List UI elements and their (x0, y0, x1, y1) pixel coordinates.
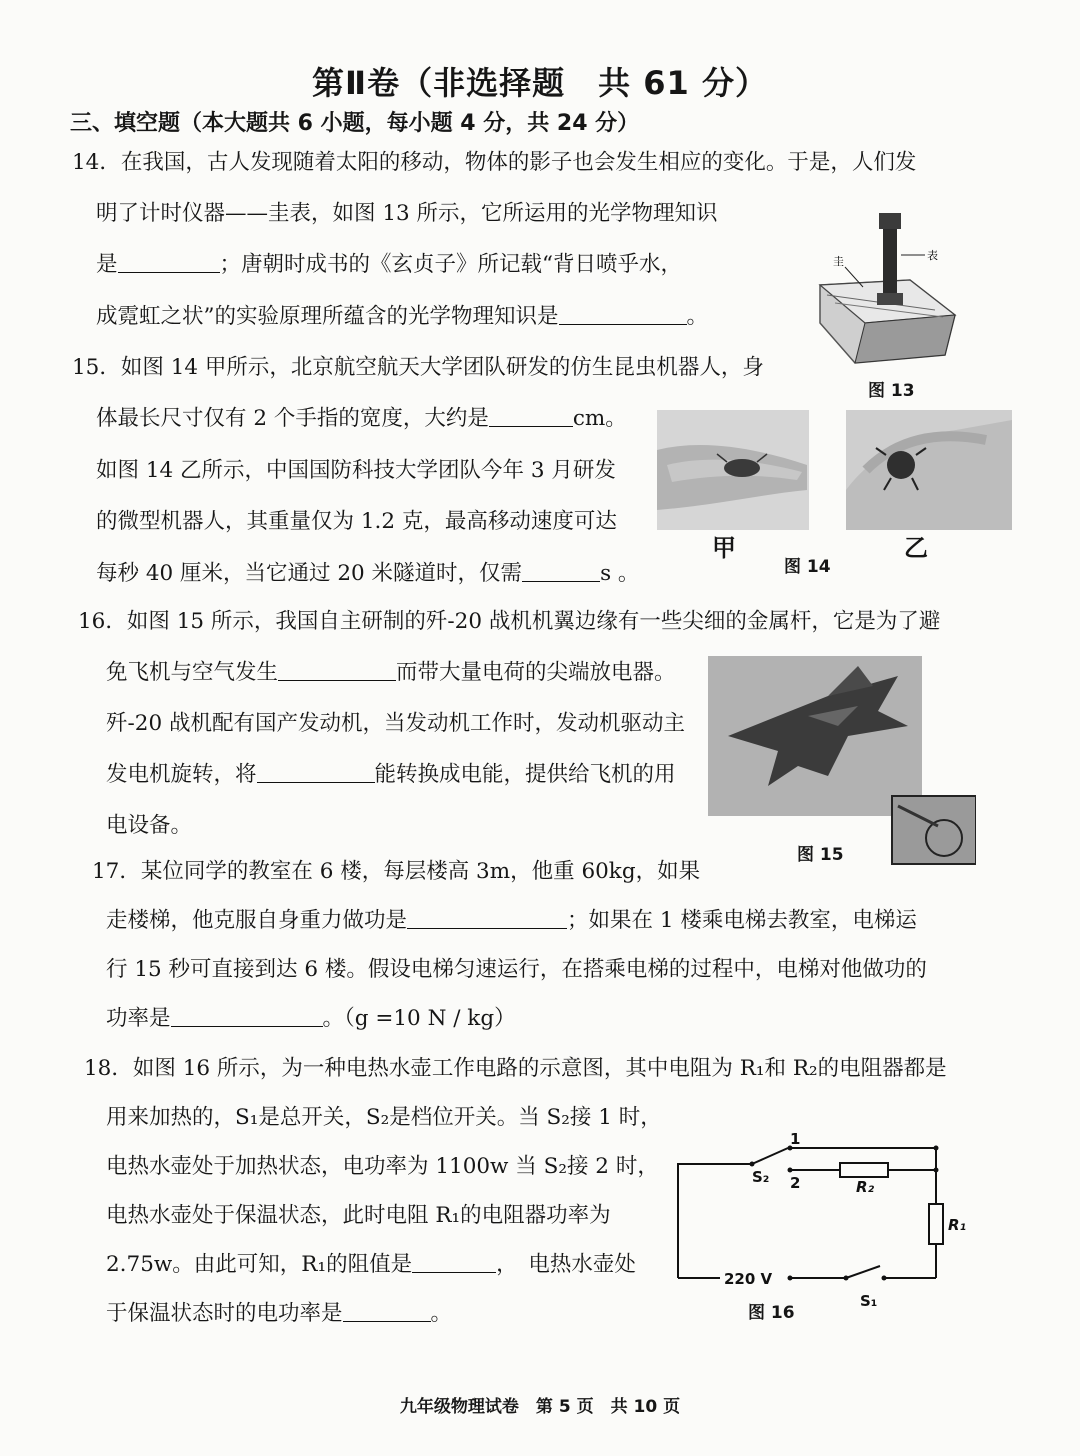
q16-line-4-end: 能转换成电能，提供给飞机的用 (374, 762, 676, 787)
q16-line-3: 歼-20 战机配有国产发动机，当发动机工作时，发动机驱动主 (106, 711, 685, 736)
q18-line-5 (106, 1250, 636, 1280)
q15-line-3: 如图 14 乙所示，中国国防科技大学团队今年 3 月研发 (96, 458, 616, 483)
q15-line-2-end: cm。 (572, 406, 627, 431)
figure-15-fighter-photo (708, 656, 976, 866)
circuit-label-r1: R₁ (948, 1216, 967, 1234)
q18-line-4: 电热水壶处于保温状态，此时电阻 R₁的电阻器功率为 (106, 1203, 611, 1228)
circuit-label-s2: S₂ (752, 1168, 770, 1186)
q14-answer-blank-2[interactable] (559, 304, 687, 325)
q15-answer-blank-1[interactable] (489, 406, 573, 427)
q18-line-2: 用来加热的，S₁是总开关，S₂是档位开关。当 S₂接 1 时， (106, 1105, 662, 1130)
q17-line-4 (106, 1004, 516, 1034)
circuit-terminal-1: 1 (790, 1130, 801, 1148)
q18-line-6-end: 。 (430, 1301, 453, 1326)
q17-line-4-end: 。（g =10 N / kg） (322, 1006, 516, 1031)
figure-15-caption: 图 15 (797, 845, 844, 865)
q14-answer-blank-1[interactable] (118, 252, 220, 273)
q16-line-2 (106, 658, 676, 688)
q16-line-4-start: 发电机旋转，将 (106, 762, 257, 787)
q14-line-1: 14．在我国，古人发现随着太阳的移动，物体的影子也会发生相应的变化。于是，人们发 (72, 150, 917, 175)
figure-14-photo-jia (657, 410, 809, 530)
q14-line-4-start: 成霓虹之状”的实验原理所蕴含的光学物理知识是 (96, 304, 559, 329)
q16-line-2-end: 而带大量电荷的尖端放电器。 (396, 660, 676, 685)
section-heading: 三、填空题（本大题共 6 小题，每小题 4 分，共 24 分） (70, 111, 640, 136)
figure-16-caption: 图 16 (748, 1303, 795, 1323)
q16-line-5: 电设备。 (106, 813, 193, 838)
q15-line-5-end: s 。 (600, 561, 640, 586)
figure-13-label-gui: 圭 (833, 255, 844, 268)
figure-14-label-yi: 乙 (904, 534, 928, 562)
q16-answer-blank-1[interactable] (278, 660, 396, 681)
q18-answer-blank-2[interactable] (343, 1301, 431, 1322)
q15-answer-blank-2[interactable] (522, 561, 600, 582)
q16-line-2-start: 免飞机与空气发生 (106, 660, 279, 685)
q14-line-4-end: 。 (686, 304, 709, 329)
q15-line-5 (96, 559, 639, 589)
figure-13-label-biao: 表 (927, 249, 938, 262)
q16-answer-blank-2[interactable] (257, 762, 375, 783)
q16-line-4 (106, 760, 676, 790)
circuit-terminal-2: 2 (790, 1174, 801, 1192)
q18-line-5-start: 2.75w。由此可知，R₁的阻值是 (106, 1252, 413, 1277)
q15-line-2 (96, 404, 627, 434)
q14-line-3-start: 是 (96, 252, 118, 277)
q18-line-5-end: ， 电热水壶处 (496, 1252, 636, 1277)
q17-line-3: 行 15 秒可直接到达 6 楼。假设电梯匀速运行，在搭乘电梯的过程中，电梯对他做功的 (106, 957, 927, 982)
page-footer: 九年级物理试卷 第 5 页 共 10 页 (399, 1397, 681, 1417)
figure-14-caption: 图 14 (784, 557, 831, 577)
figure-14-photo-yi (846, 410, 1012, 530)
circuit-label-voltage: 220 V (724, 1270, 773, 1288)
figure-14-label-jia: 甲 (712, 534, 736, 562)
q14-line-3 (96, 250, 682, 280)
page-title: 第Ⅱ卷（非选择题 共 61 分） (312, 64, 768, 102)
q14-line-3-end: ；唐朝时成书的《玄贞子》所记载“背日喷乎水， (219, 252, 683, 277)
q18-line-6 (106, 1299, 452, 1329)
q17-line-1: 17．某位同学的教室在 6 楼，每层楼高 3m，他重 60kg，如果 (92, 859, 701, 884)
q17-line-2 (106, 906, 917, 936)
q18-line-6-start: 于保温状态时的电功率是 (106, 1301, 343, 1326)
circuit-label-s1: S₁ (860, 1292, 878, 1310)
figure-13-caption: 图 13 (868, 381, 915, 401)
figure-13-gnomon-image (815, 205, 965, 365)
circuit-label-r2: R₂ (856, 1178, 875, 1196)
q15-line-5-start: 每秒 40 厘米，当它通过 20 米隧道时，仅需 (96, 561, 523, 586)
q15-line-1: 15．如图 14 甲所示，北京航空航天大学团队研发的仿生昆虫机器人，身 (72, 355, 764, 380)
q18-line-3: 电热水壶处于加热状态，电功率为 1100w 当 S₂接 2 时， (106, 1154, 659, 1179)
figure-16-circuit-diagram (670, 1128, 980, 1328)
q14-line-2: 明了计时仪器——圭表，如图 13 所示，它所运用的光学物理知识 (96, 201, 718, 226)
q18-line-1: 18．如图 16 所示，为一种电热水壶工作电路的示意图，其中电阻为 R₁和 R₂的电阻器都是 (84, 1056, 947, 1081)
q17-line-2-start: 走楼梯，他克服自身重力做功是 (106, 908, 408, 933)
q17-answer-blank-2[interactable] (171, 1006, 323, 1027)
q17-answer-blank-1[interactable] (407, 908, 567, 929)
q15-line-2-start: 体最长尺寸仅有 2 个手指的宽度，大约是 (96, 406, 489, 431)
q18-answer-blank-1[interactable] (412, 1252, 496, 1273)
q15-line-4: 的微型机器人，其重量仅为 1.2 克，最高移动速度可达 (96, 509, 617, 534)
q17-line-2-end: ；如果在 1 楼乘电梯去教室，电梯运 (567, 908, 917, 933)
q14-line-4 (96, 302, 708, 332)
q17-line-4-start: 功率是 (106, 1006, 171, 1031)
q16-line-1: 16．如图 15 所示，我国自主研制的歼-20 战机机翼边缘有一些尖细的金属杆，它是为了避 (78, 609, 941, 634)
